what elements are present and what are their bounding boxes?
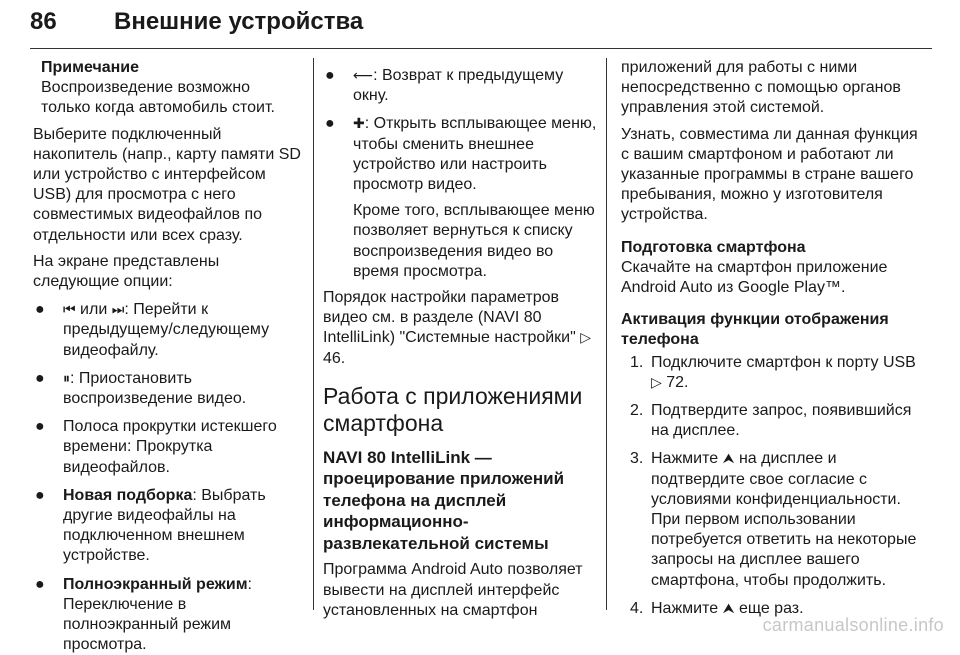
page-header [30,8,930,48]
paragraph: Скачайте на смартфон приложение Android Auto из Google Play™. [621,258,888,297]
pause-icon: ⏸ [63,370,70,387]
skip-forward-icon: ⏭ [111,302,125,319]
list-item: ● Новая подборка: Выбрать другие видеофайлы на подключенном внешнем устройстве. [35,486,266,565]
watermark: carmanualsonline.info [762,615,944,635]
bullet-icon: ● [35,486,45,504]
bullet-icon: ● [325,67,335,84]
skip-back-icon: ⏮ [63,302,76,319]
back-arrow-icon: ⟵ [353,68,374,84]
section-title: Работа с приложениями смартфона [323,382,583,436]
paragraph: Кроме того, всплывающее меню позволяет вернуться к списку воспроизведения видео во время просмотра. [353,202,595,280]
note-text: Воспроизведение возможно только когда автомобиль стоит. [41,79,275,117]
page-ref-icon: ▷ [651,374,662,391]
list-item: 4. Нажмите ⮝ еще раз. [630,599,804,617]
list-item: ● ⏸: Приостановить воспроизведение видео. [35,369,247,408]
header-rule [30,48,932,49]
column-divider-1 [313,58,314,610]
list-item: 1. Подключите смартфон к порту USB ▷ 72. [630,353,916,391]
heading: Подготовка смартфона [621,238,806,256]
list-item: ● ✚: Открыть всплывающее меню, чтобы сменить внешнее устройство или настроить просмотр видео. [325,115,597,194]
list-item: ● Полоса прокрутки истекшего времени: Прокрутка видеофайлов. [35,418,277,476]
heading: Активация функции отображения телефона [621,311,889,349]
page-number: 86 [30,8,57,35]
note-title: Примечание [41,59,140,76]
column-2 [323,58,599,621]
list-item: ● Полноэкранный режим: Переключение в полноэкранный режим просмотра. [35,575,252,654]
paragraph: На экране представлены следующие опции: [33,252,220,291]
list-item: 2. Подтвердите запрос, появившийся на дисплее. [630,402,912,440]
page-ref-icon: ▷ [580,330,592,347]
column-1 [33,58,301,655]
page-title: Внешние устройства [114,8,364,35]
bullet-icon: ● [325,115,335,133]
paragraph: Программа Android Auto позволяет вывести на дисплей интерфейс установленных на смартфон [323,561,583,619]
list-item: ● ⟵: Возврат к предыдущему окну. [325,67,564,105]
list-item: ● ⏮ или ⏭: Перейти к предыдущему/следующему видеофайлу. [35,301,270,359]
paragraph: Выберите подключенный накопитель (напр., карту памяти SD или устройство с интерфейсом USB) для просмотра с него совместимых видеофайлов по отдельности или всех сразу. [33,125,301,244]
column-divider-2 [606,58,607,610]
paragraph: Порядок настройки параметров видео см. в разделе (NAVI 80 IntelliLink) "Системные настройки" ▷ 46. [323,289,592,367]
plus-icon: ✚ [353,116,365,133]
paragraph: Узнать, совместима ли данная функция с вашим смартфоном и работают ли указанные программы в стране вашего пребывания, можно у изготовителя устройства. [621,125,918,224]
column-3 [621,58,927,619]
subsection-title: NAVI 80 IntelliLink — проецирование приложений телефона на дисплей информационно-развлекательной системы [323,447,565,553]
android-auto-icon: ⮝ [722,600,735,617]
bullet-icon: ● [35,418,45,436]
bullet-icon: ● [35,575,45,593]
list-item: 3. Нажмите ⮝ на дисплее и подтвердите свое согласие с условиями конфиденциальности. При первом использовании потребуется ответить на некоторые запросы на дисплее вашего смартфона, чтобы продолжить. [630,450,917,589]
android-auto-icon: ⮝ [722,451,735,468]
bullet-icon: ● [35,369,45,387]
bullet-icon: ● [35,301,45,319]
paragraph: приложений для работы с ними непосредственно с помощью органов управления этой системой. [621,59,901,117]
